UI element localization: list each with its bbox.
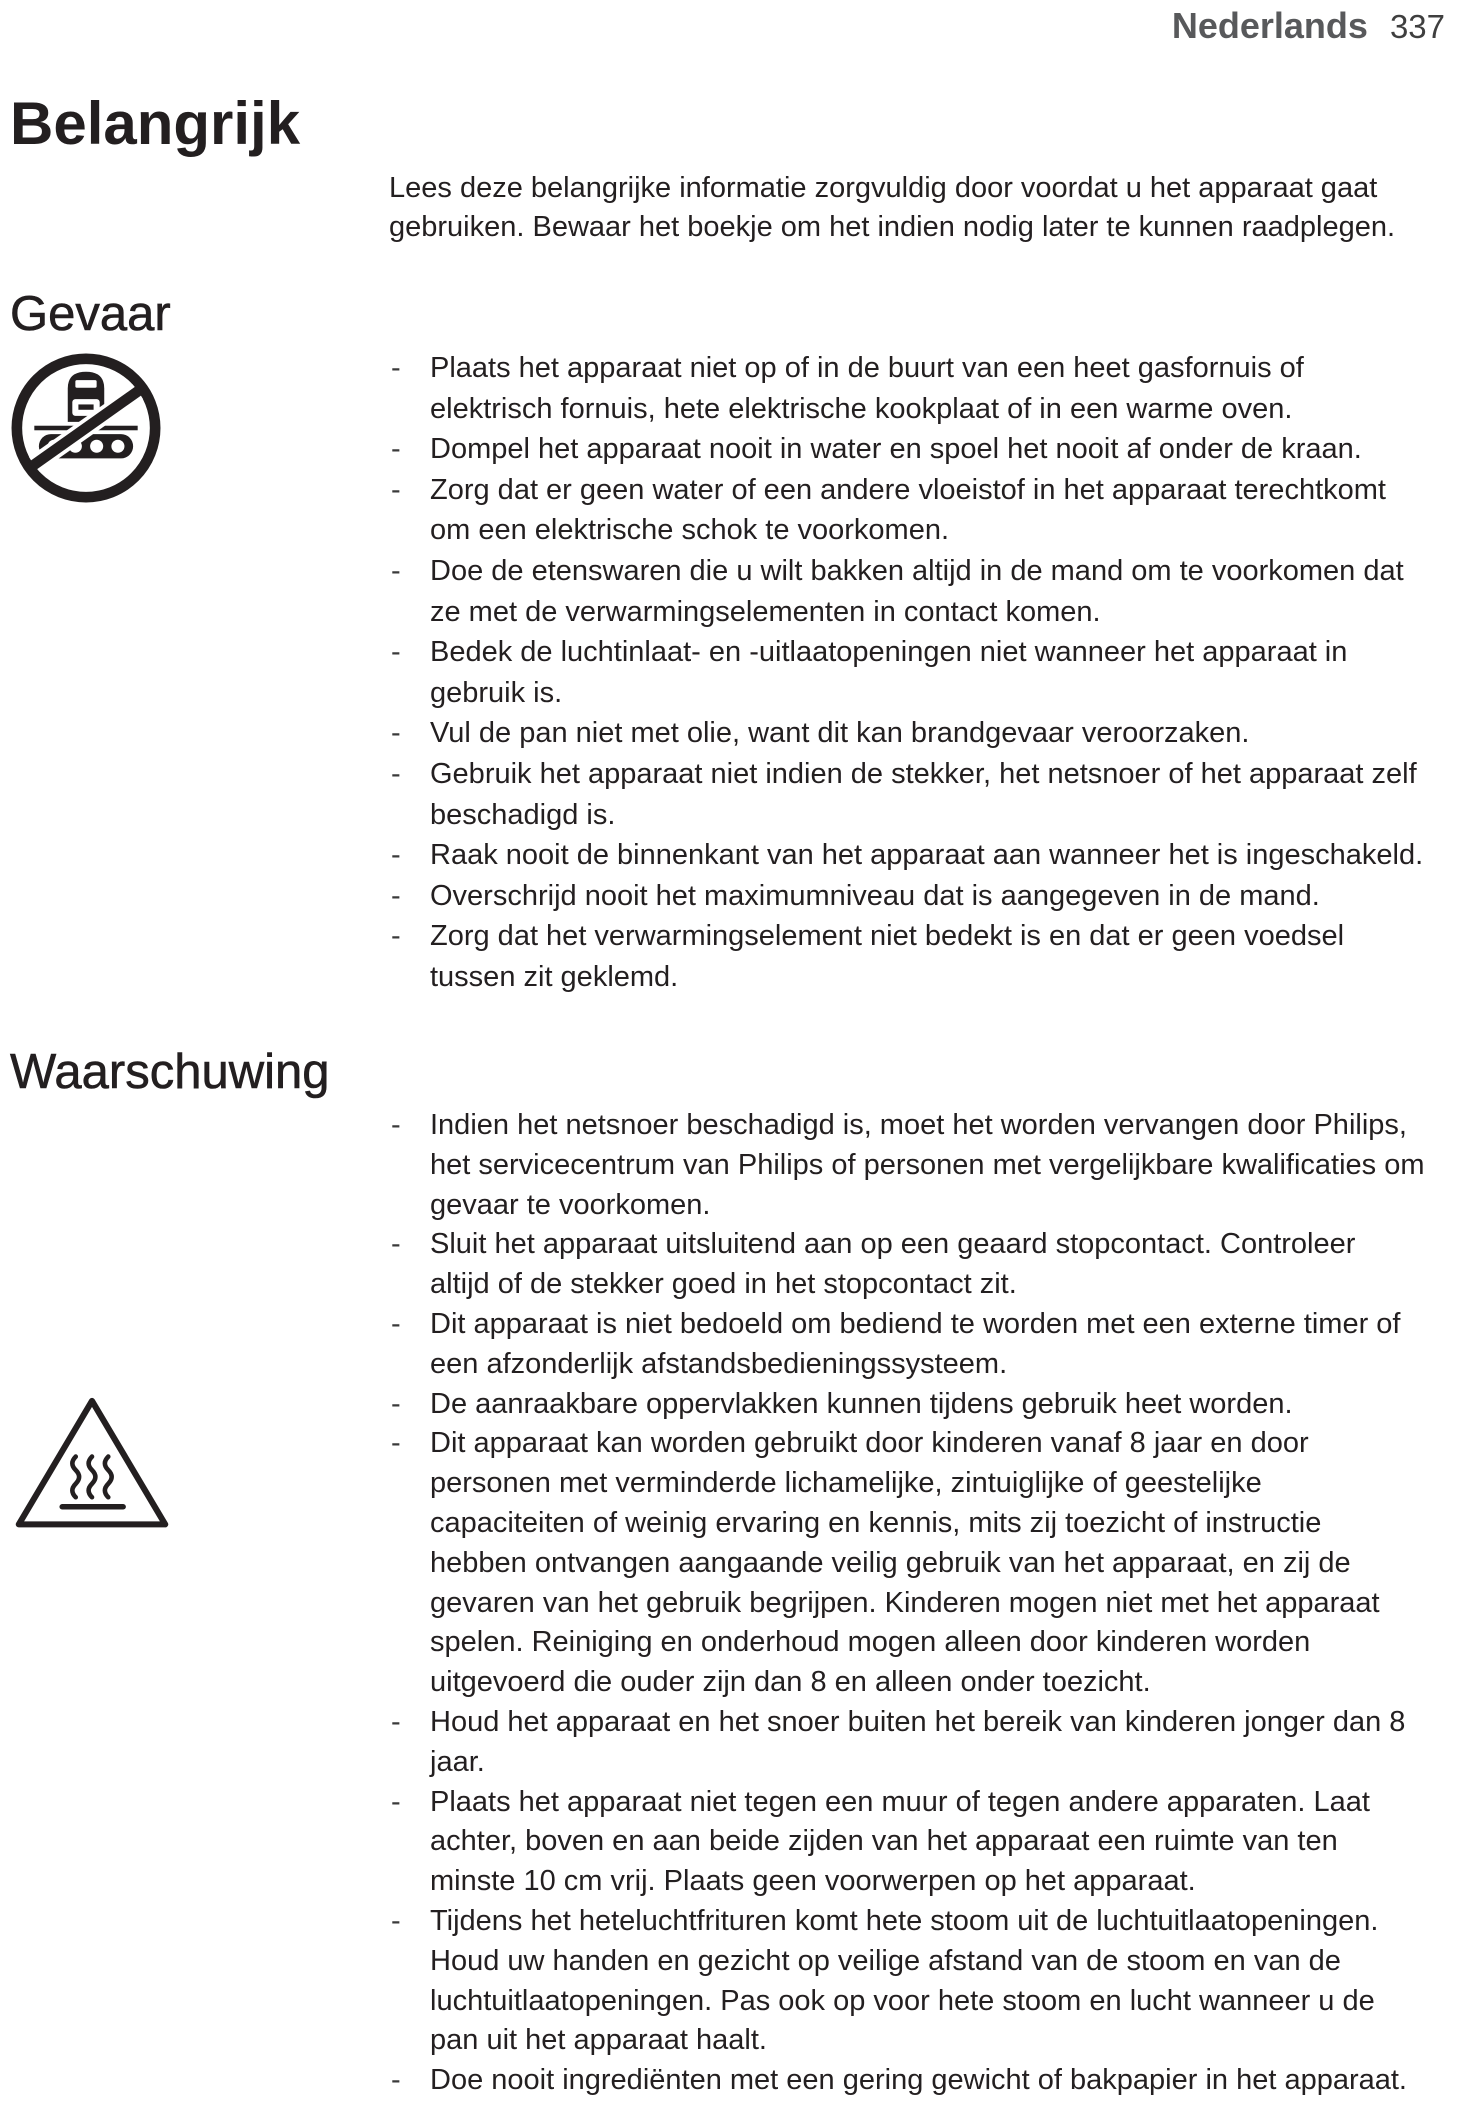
- section-title-important: Belangrijk: [10, 90, 301, 157]
- bullet-dash: -: [391, 1109, 401, 1141]
- item-line: Dit apparaat kan worden gebruikt door kinderen vanaf 8 jaar en door: [430, 1427, 1309, 1460]
- item-line: Indien het netsnoer beschadigd is, moet het worden vervangen door Philips,: [430, 1109, 1407, 1141]
- item-line: uitgevoerd die ouder zijn dan 8 en alleen onder toezicht.: [430, 1666, 1151, 1699]
- item-line: Doe nooit ingrediënten met een gering gewicht of bakpapier in het apparaat.: [430, 2064, 1407, 2097]
- item-line: personen met verminderde lichamelijke, zintuiglijke of geestelijke: [430, 1467, 1262, 1500]
- danger-item: [389, 835, 1423, 876]
- item-line: Zorg dat het verwarmingselement niet bedekt is en dat er geen voedsel: [430, 920, 1345, 953]
- item-line: minste 10 cm vrij. Plaats geen voorwerpen op het apparaat.: [430, 1865, 1196, 1898]
- item-line: om een elektrische schok te voorkomen.: [430, 514, 950, 547]
- bullet-dash: -: [391, 1228, 401, 1261]
- item-line: Zorg dat er geen water of een andere vloeistof in het apparaat terechtkomt: [430, 473, 1386, 506]
- item-line: Bedek de luchtinlaat- en -uitlaatopeningen niet wanneer het apparaat in: [430, 636, 1348, 669]
- item-line: Overschrijd nooit het maximumniveau dat is aangegeven in de mand.: [430, 879, 1320, 912]
- item-line: capaciteiten of weinig ervaring en kennis, mits zij toezicht of instructie: [430, 1506, 1322, 1539]
- item-line: Raak nooit de binnenkant van het apparaat aan wanneer het is ingeschakeld.: [430, 839, 1424, 872]
- danger-item: [389, 470, 1423, 551]
- item-line: hebben ontvangen aangaande veilig gebruik van het apparaat, en zij de: [430, 1546, 1351, 1579]
- item-line: het servicecentrum van Philips of personen met vergelijkbare kwalificaties om: [430, 1148, 1425, 1181]
- warning-item: [389, 1424, 1425, 1703]
- intro-line: Lees deze belangrijke informatie zorgvuldig door voordat u het apparaat gaat: [389, 172, 1378, 204]
- item-line: een afzonderlijk afstandsbedieningssysteem.: [430, 1347, 1008, 1380]
- bullet-dash: -: [391, 1785, 401, 1818]
- item-line: spelen. Reiniging en onderhoud mogen alleen door kinderen worden: [430, 1626, 1311, 1659]
- warning-list: [389, 1106, 1425, 2101]
- item-line: jaar.: [430, 1745, 485, 1778]
- item-line: Houd het apparaat en het snoer buiten het bereik van kinderen jonger dan 8: [430, 1705, 1406, 1738]
- bullet-dash: -: [391, 839, 401, 872]
- item-line: tussen zit geklemd.: [430, 960, 679, 993]
- item-line: Gebruik het apparaat niet indien de stekker, het netsnoer of het apparaat zelf: [430, 757, 1417, 790]
- intro-paragraph: [389, 169, 1395, 247]
- section-title-warning: Waarschuwing: [10, 1045, 330, 1099]
- item-line: altijd of de stekker goed in het stopcontact zit.: [430, 1268, 1017, 1301]
- item-line: Houd uw handen en gezicht op veilige afstand van de stoom en van de: [430, 1944, 1341, 1977]
- bullet-dash: -: [391, 1387, 401, 1420]
- item-line: gevaar te voorkomen.: [430, 1188, 711, 1221]
- danger-list: [389, 348, 1423, 998]
- danger-item: [389, 754, 1423, 835]
- bullet-dash: -: [391, 473, 401, 506]
- warning-item: [389, 1106, 1425, 1225]
- warning-item: [389, 1703, 1425, 1783]
- item-line: Vul de pan niet met olie, want dit kan brandgevaar veroorzaken.: [430, 717, 1250, 750]
- item-line: achter, boven en aan beide zijden van het apparaat een ruimte van ten: [430, 1825, 1338, 1858]
- item-line: gevaren van het gebruik begrijpen. Kinderen mogen niet met het apparaat: [430, 1586, 1380, 1619]
- intro-line: gebruiken. Bewaar het boekje om het indien nodig later te kunnen raadplegen.: [389, 211, 1396, 243]
- bullet-dash: -: [391, 2064, 401, 2097]
- danger-item: [389, 916, 1423, 997]
- page-header: [1172, 6, 1445, 47]
- bullet-dash: -: [391, 1904, 401, 1937]
- warning-item: [389, 1783, 1425, 1902]
- item-line: gebruik is.: [430, 676, 563, 709]
- bullet-dash: -: [391, 757, 401, 790]
- bullet-dash: -: [391, 879, 401, 912]
- bullet-dash: -: [391, 636, 401, 669]
- page-number: 337: [1389, 8, 1445, 45]
- warning-item: [389, 1225, 1425, 1305]
- item-line: Dompel het apparaat nooit in water en spoel het nooit af onder de kraan.: [430, 433, 1362, 466]
- item-line: Plaats het apparaat niet op of in de buurt van een heet gasfornuis of: [430, 352, 1304, 384]
- hot-surface-warning-icon: [12, 1394, 172, 1530]
- danger-item: [389, 348, 1423, 429]
- bullet-dash: -: [391, 1307, 401, 1340]
- item-line: luchtuitlaatopeningen. Pas ook op voor hete stoom en lucht wanneer u de: [430, 1984, 1375, 2017]
- item-line: ze met de verwarmingselementen in contact komen.: [430, 595, 1101, 628]
- warning-item: [389, 1305, 1425, 1385]
- danger-item: [389, 429, 1423, 470]
- warning-item: [389, 1902, 1425, 2061]
- item-line: elektrisch fornuis, hete elektrische kookplaat of in een warme oven.: [430, 392, 1293, 425]
- bullet-dash: -: [391, 554, 401, 587]
- warning-item: [389, 1385, 1425, 1425]
- bullet-dash: -: [391, 352, 401, 384]
- item-line: Sluit het apparaat uitsluitend aan op een geaard stopcontact. Controleer: [430, 1228, 1356, 1261]
- danger-item: [389, 632, 1423, 713]
- item-line: Plaats het apparaat niet tegen een muur of tegen andere apparaten. Laat: [430, 1785, 1370, 1818]
- danger-item: [389, 876, 1423, 917]
- bullet-dash: -: [391, 1427, 401, 1460]
- bullet-dash: -: [391, 1705, 401, 1738]
- danger-item: [389, 713, 1423, 754]
- item-line: Dit apparaat is niet bedoeld om bediend te worden met een externe timer of: [430, 1307, 1401, 1340]
- item-line: pan uit het apparaat haalt.: [430, 2024, 767, 2057]
- item-line: beschadigd is.: [430, 798, 616, 831]
- bullet-dash: -: [391, 920, 401, 953]
- danger-item: [389, 551, 1423, 632]
- section-title-danger: Gevaar: [10, 287, 171, 341]
- item-line: De aanraakbare oppervlakken kunnen tijdens gebruik heet worden.: [430, 1387, 1293, 1420]
- item-line: Tijdens het heteluchtfrituren komt hete stoom uit de luchtuitlaatopeningen.: [430, 1904, 1379, 1937]
- header-language: Nederlands: [1171, 5, 1368, 46]
- item-line: Doe de etenswaren die u wilt bakken altijd in de mand om te voorkomen dat: [430, 554, 1404, 587]
- bullet-dash: -: [391, 433, 401, 466]
- no-appliance-on-hot-cooktop-icon: [10, 352, 162, 504]
- warning-item: [389, 2061, 1425, 2101]
- bullet-dash: -: [391, 717, 401, 750]
